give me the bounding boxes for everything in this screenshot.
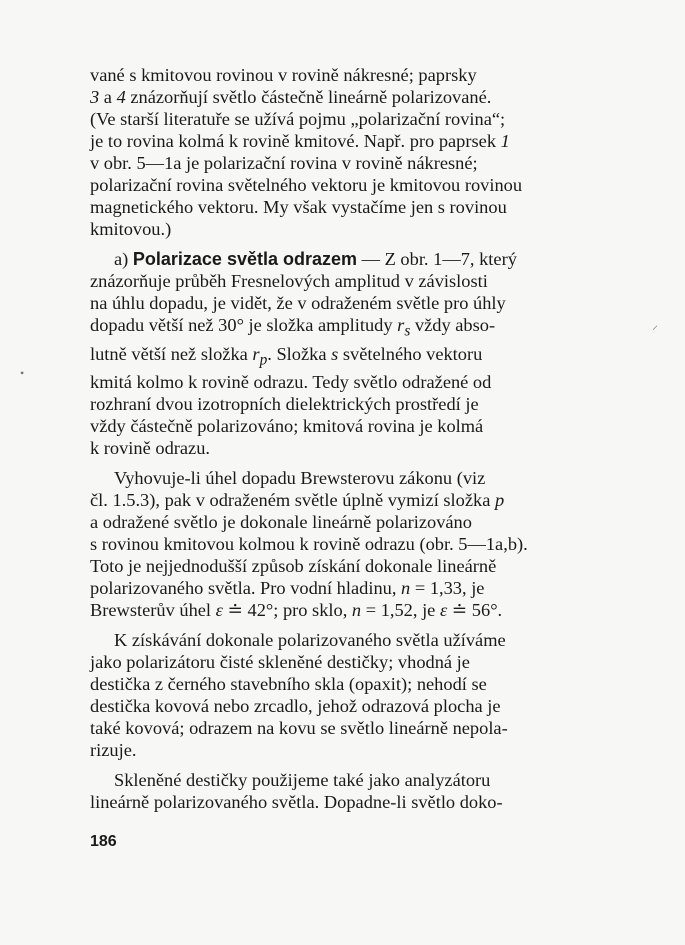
text-line: Skleněné destičky použijeme také jako analyzátoru: [114, 770, 491, 791]
text-line: v obr. 5—1a je polarizační rovina v rovině nákresné;: [90, 153, 478, 173]
text-line: kmitovou.): [90, 219, 172, 239]
text-line: polarizovaného světla. Pro vodní hladinu, n = 1,33, je: [90, 578, 485, 599]
text-line: a odražené světlo je dokonale lineárně polarizováno: [90, 512, 472, 533]
text-line: destička kovová nebo zrcadlo, jehož odrazová plocha je: [90, 696, 501, 717]
text-line: čl. 1.5.3), pak v odraženém světle úplně vymizí složka p: [90, 490, 505, 511]
text-line: polarizační rovina světelného vektoru je kmitovou rovinou: [90, 175, 523, 195]
text-line: vané s kmitovou rovinou v rovině nákresné; paprsky: [90, 65, 477, 85]
paragraph-4: [90, 629, 628, 761]
text-line: kmitá kolmo k rovině odrazu. Tedy světlo odražené od: [90, 372, 492, 393]
text-line: Vyhovuje-li úhel dopadu Brewsterovu zákonu (viz: [114, 468, 486, 489]
text-line: magnetického vektoru. My však vystačíme jen s rovinou: [90, 197, 507, 217]
text-line: znázorňuje průběh Fresnelových amplitud v závislosti: [90, 271, 488, 291]
text-line: také kovová; odrazem na kovu se světlo lineárně nepola-: [90, 718, 508, 739]
section-heading: Polarizace světla odrazem: [132, 249, 358, 269]
text-line: rizuje.: [90, 740, 137, 761]
text-line: K získávání dokonale polarizovaného světla užíváme: [114, 630, 506, 651]
text-line: vždy částečně polarizováno; kmitová rovina je kolmá: [90, 416, 484, 437]
paragraph-3: [90, 467, 628, 621]
text-line: dopadu větší než 30° je složka amplitudy $r_s$ vždy abso-: [90, 315, 496, 340]
text-line: lineárně polarizovaného světla. Dopadne-li světlo doko-: [90, 792, 503, 813]
text-line: k rovině odrazu.: [90, 438, 211, 459]
page-body: [90, 64, 628, 813]
paragraph-5: [90, 769, 628, 813]
paragraph-1: [90, 64, 628, 240]
text-line: lutně větší než složka $r_p$. Složka s světelného vektoru: [90, 343, 483, 369]
text-line: s rovinou kmitovou kolmou k rovině odrazu (obr. 5—1a,b).: [90, 534, 528, 555]
paragraph-2: [90, 248, 628, 459]
text-line: je to rovina kolmá k rovině kmitové. Např. pro paprsek 1: [90, 131, 510, 151]
text-line: jako polarizátoru čisté skleněné destičky; vhodná je: [90, 652, 470, 673]
text-line: (Ve starší literatuře se užívá pojmu „polarizační rovina“;: [90, 109, 506, 129]
margin-tick: ⸝: [652, 318, 659, 332]
page-number: 186: [90, 833, 117, 850]
text-line: Toto je nejjednodušší způsob získání dokonale lineárně: [90, 556, 497, 577]
text-line: na úhlu dopadu, je vidět, že v odraženém světle pro úhly: [90, 293, 506, 313]
text-line: destička z černého stavebního skla (opaxit); nehodí se: [90, 674, 487, 695]
margin-dot: •: [20, 366, 25, 380]
text-line: rozhraní dvou izotropních dielektrických prostředí je: [90, 394, 479, 415]
text-line: a) Polarizace světla odrazem — Z obr. 1—7, který: [114, 249, 517, 269]
text-line: Brewsterův úhel ε ≐ 42°; pro sklo, n = 1,52, je ε ≐ 56°.: [90, 600, 503, 621]
text-line: 3 a 4 znázorňují světlo částečně lineárně polarizované.: [90, 87, 492, 107]
